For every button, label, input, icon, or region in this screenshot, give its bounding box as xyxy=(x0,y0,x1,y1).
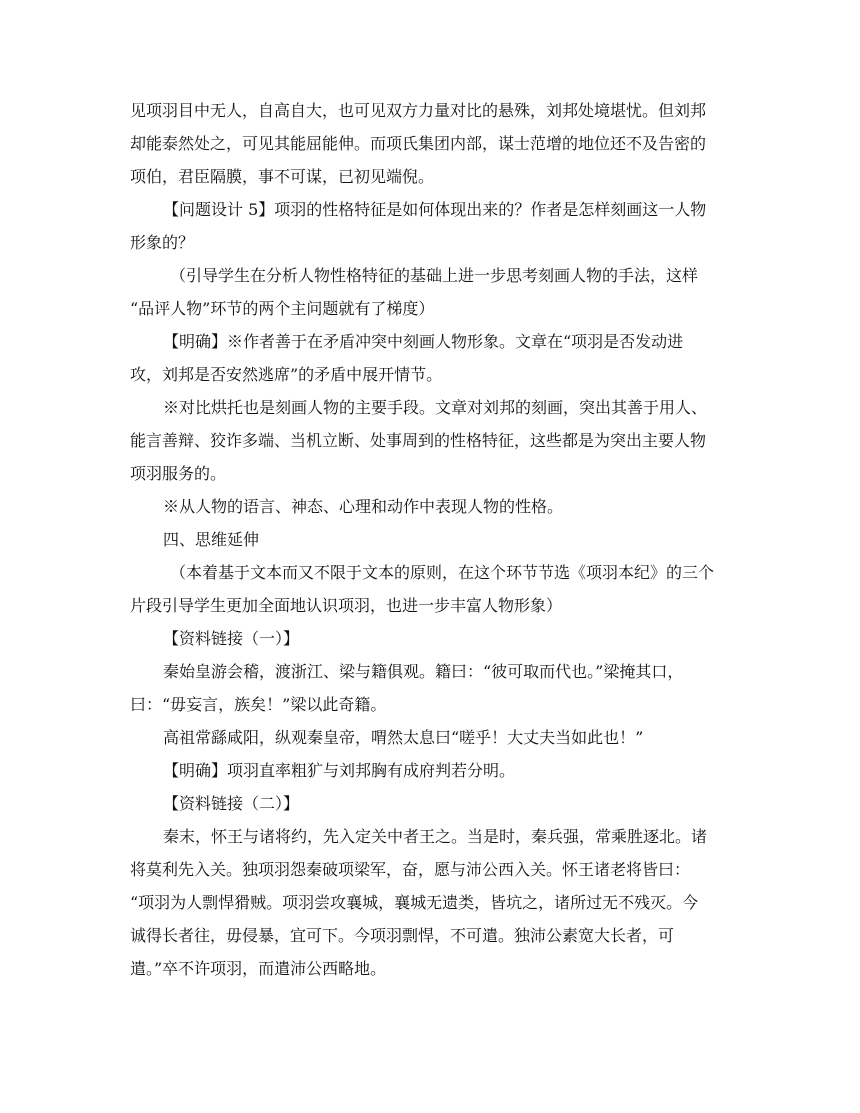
paragraph-line: 项羽服务的。 xyxy=(130,464,227,483)
guide-note: 片段引导学生更加全面地认识项羽，也进一步丰富人物形象） xyxy=(130,596,563,615)
quote-paragraph: 秦始皇游会稽，渡浙江、梁与籍俱观。籍曰：“彼可取而代也。”梁掩其口， xyxy=(163,662,684,681)
quote-paragraph: “项羽为人剽悍猾贼。项羽尝攻襄城，襄城无遗类，皆坑之，诸所过无不残灭。今 xyxy=(130,893,699,912)
section-heading: 四、思维延伸 xyxy=(163,530,260,549)
guide-note: “品评人物”环节的两个主问题就有了梯度） xyxy=(130,299,435,318)
paragraph-line: 项伯，君臣隔膜，事不可谋，已初见端倪。 xyxy=(130,167,435,186)
quote-paragraph: 曰：“毋妄言，族矣！”梁以此奇籍。 xyxy=(130,695,387,714)
paragraph-line: 形象的？ xyxy=(130,233,195,252)
paragraph-line: ※对比烘托也是刻画人物的主要手段。文章对刘邦的刻画，突出其善于用人、 xyxy=(163,398,708,417)
paragraph-line: 攻，刘邦是否安然逃席”的矛盾中展开情节。 xyxy=(130,365,443,384)
answer-paragraph: 【明确】项羽直率粗犷与刘邦胸有成府判若分明。 xyxy=(163,761,516,780)
guide-note: （本着基于文本而又不限于文本的原则，在这个环节节选《项羽本纪》的三个 xyxy=(170,563,715,582)
paragraph-line: ※从人物的语言、神态、心理和动作中表现人物的性格。 xyxy=(163,497,564,516)
quote-paragraph: 诚得长者往，毋侵暴，宜可下。今项羽剽悍，不可遣。独沛公素宽大长者，可 xyxy=(130,926,675,945)
quote-paragraph: 遣。”卒不许项羽，而遣沛公西略地。 xyxy=(130,959,387,978)
guide-note: （引导学生在分析人物性格特征的基础上进一步思考刻画人物的手法，这样 xyxy=(170,266,699,285)
quote-paragraph: 秦末，怀王与诸将约，先入定关中者王之。当是时，秦兵强，常乘胜逐北。诸 xyxy=(163,827,708,846)
paragraph-line: 却能泰然处之，可见其能屈能伸。而项氏集团内部，谋士范增的地位还不及告密的 xyxy=(130,134,707,153)
question-heading: 【问题设计 5】项羽的性格特征是如何体现出来的？作者是怎样刻画这一人物 xyxy=(163,200,707,219)
quote-paragraph: 高祖常繇咸阳，纵观秦皇帝，喟然太息曰“嗟乎！大丈夫当如此也！” xyxy=(163,728,644,747)
quote-paragraph: 将莫利先入关。独项羽怨秦破项梁军，奋，愿与沛公西入关。怀王诸老将皆曰： xyxy=(130,860,691,879)
material-link-heading: 【资料链接（一）】 xyxy=(163,629,300,648)
paragraph-line: 能言善辩、狡诈多端、当机立断、处事周到的性格特征，这些都是为突出主要人物 xyxy=(130,431,707,450)
material-link-heading: 【资料链接（二）】 xyxy=(163,794,300,813)
paragraph-line: 见项羽目中无人，自高自大，也可见双方力量对比的悬殊，刘邦处境堪忧。但刘邦 xyxy=(130,101,707,120)
answer-paragraph: 【明确】※作者善于在矛盾冲突中刻画人物形象。文章在“项羽是否发动进 xyxy=(163,332,684,351)
